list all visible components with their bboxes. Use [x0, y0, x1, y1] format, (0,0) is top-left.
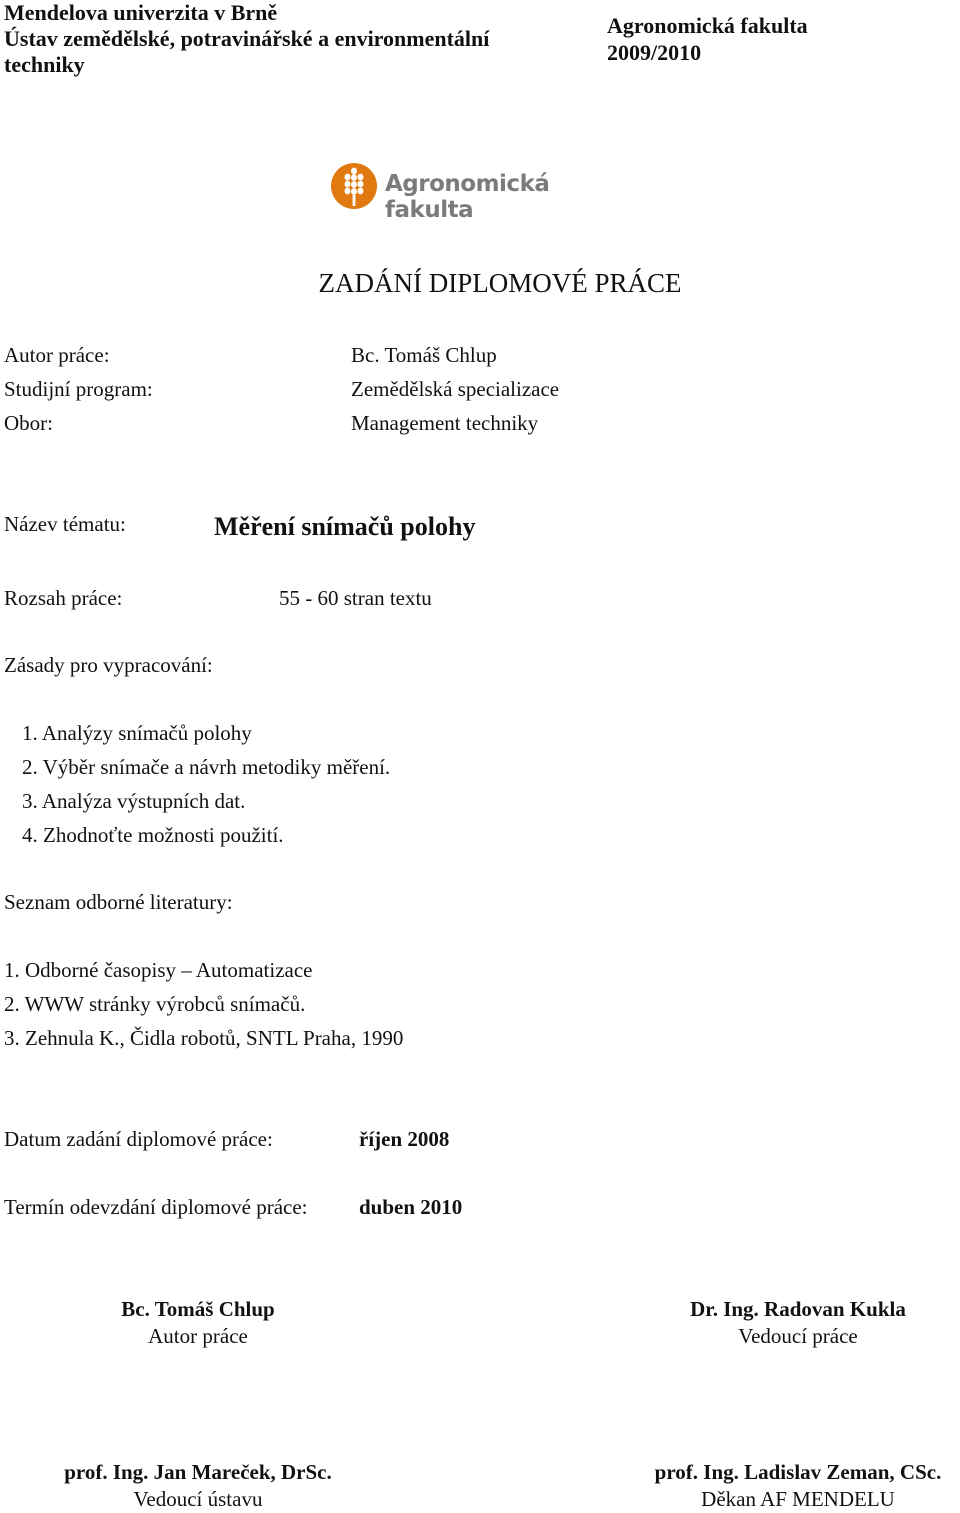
- list-item: 2. Výběr snímače a návrh metodiky měření.: [22, 755, 391, 779]
- list-item: 1. Odborné časopisy – Automatizace: [4, 958, 313, 982]
- list-item: 3. Zehnula K., Čidla robotů, SNTL Praha, 1990: [4, 1026, 404, 1050]
- signature-name: Bc. Tomáš Chlup: [121, 1297, 275, 1321]
- principles-heading: Zásady pro vypracování:: [4, 653, 213, 677]
- signature-name: Dr. Ing. Radovan Kukla: [690, 1297, 906, 1321]
- university-name: Mendelova univerzita v Brně: [4, 0, 278, 25]
- signature-name: prof. Ing. Ladislav Zeman, CSc.: [654, 1460, 942, 1484]
- list-item: 2. WWW stránky výrobců snímačů.: [4, 992, 306, 1016]
- signature-dean: [618, 1459, 960, 1513]
- deadline-label: Termín odevzdání diplomové práce:: [4, 1195, 308, 1219]
- field-value: Management techniky: [351, 411, 539, 435]
- program-label: Studijní program:: [4, 377, 153, 401]
- institute-name: Ústav zemědělské, potravinářské a environmentální: [4, 26, 490, 51]
- logo-text-line2: fakulta: [385, 197, 474, 223]
- signature-supervisor: [628, 1296, 960, 1350]
- signature-author: [48, 1296, 348, 1350]
- field-label: Obor:: [4, 411, 53, 435]
- signature-role: Vedoucí práce: [738, 1324, 858, 1348]
- assigned-date-label: Datum zadání diplomové práce:: [4, 1127, 273, 1151]
- list-item: 1. Analýzy snímačů polohy: [22, 721, 252, 745]
- topic-label: Název tématu:: [4, 512, 126, 536]
- signature-role: Děkan AF MENDELU: [701, 1487, 895, 1511]
- signature-role: Vedoucí ústavu: [133, 1487, 263, 1511]
- assigned-date-value: říjen 2008: [359, 1127, 450, 1151]
- header-university: [4, 0, 489, 78]
- scope-value: 55 - 60 stran textu: [279, 586, 432, 610]
- signature-head-of-institute: [18, 1459, 378, 1513]
- faculty-logo: [330, 160, 550, 226]
- page-title: ZADÁNÍ DIPLOMOVÉ PRÁCE: [318, 268, 682, 298]
- institute-name-cont: techniky: [4, 52, 85, 77]
- deadline-value: duben 2010: [359, 1195, 463, 1219]
- signature-name: prof. Ing. Jan Mareček, DrSc.: [64, 1460, 332, 1484]
- wheat-grain-icon: [330, 162, 378, 210]
- scope-label: Rozsah práce:: [4, 586, 123, 610]
- header-faculty: [607, 12, 808, 66]
- academic-year: 2009/2010: [607, 40, 702, 65]
- list-item: 3. Analýza výstupních dat.: [22, 789, 246, 813]
- faculty-name: Agronomická fakulta: [607, 13, 808, 38]
- literature-heading: Seznam odborné literatury:: [4, 890, 233, 914]
- logo-text-line1: Agronomická: [385, 171, 550, 197]
- signature-role: Autor práce: [148, 1324, 248, 1348]
- author-label: Autor práce:: [4, 343, 110, 367]
- list-item: 4. Zhodnoťte možnosti použití.: [22, 823, 284, 847]
- author-value: Bc. Tomáš Chlup: [351, 343, 497, 367]
- program-value: Zemědělská specializace: [351, 377, 560, 401]
- topic-value: Měření snímačů polohy: [214, 512, 476, 541]
